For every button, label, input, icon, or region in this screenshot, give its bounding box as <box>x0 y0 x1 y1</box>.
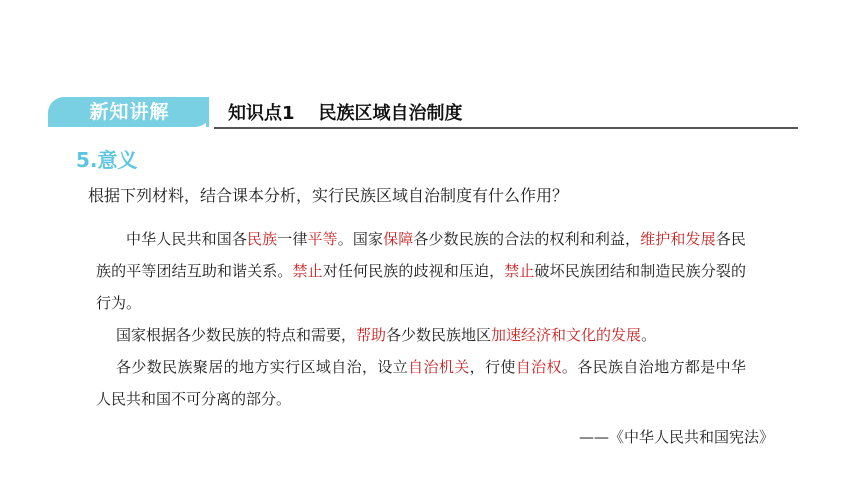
section-title: 5.意义 <box>76 148 138 172</box>
header-divider <box>214 127 798 129</box>
text-segment: 对任何民族的歧视和压迫， <box>322 262 505 280</box>
text-segment: 。国家 <box>337 230 384 248</box>
slide-header <box>0 0 860 140</box>
text-segment: 一律 <box>277 230 308 248</box>
topic-title: 民族区域自治制度 <box>318 103 463 124</box>
new-knowledge-tag: 新知讲解 <box>48 97 211 127</box>
highlighted-phrase: 民族 <box>246 230 278 248</box>
highlighted-phrase: 加速经济和文化的发展 <box>491 326 642 344</box>
highlighted-phrase: 禁止 <box>504 262 535 280</box>
source-citation: ——《中华人民共和国宪法》 <box>578 428 774 446</box>
highlighted-phrase: 维护和发展 <box>640 230 716 248</box>
highlighted-phrase: 自治机关 <box>408 358 470 376</box>
text-segment: ，行使 <box>469 358 516 376</box>
text-segment: 各少数民族地区 <box>386 326 492 344</box>
material-paragraph-3 <box>96 351 746 415</box>
text-segment: 中华人民共和国各 <box>126 230 247 248</box>
text-segment: 国家根据各少数民族的特点和需要， <box>116 326 357 344</box>
tag-accent-stripe <box>206 97 217 127</box>
text-segment: 破坏民族团结和制造民族分裂的行为。 <box>96 262 746 312</box>
highlighted-phrase: 平等 <box>307 230 338 248</box>
material-paragraph-2 <box>96 319 746 351</box>
text-segment: 。 <box>641 326 657 344</box>
material-paragraph-1 <box>96 223 746 319</box>
highlighted-phrase: 保障 <box>383 230 414 248</box>
highlighted-phrase: 禁止 <box>292 262 323 280</box>
text-segment: 各民族的平等团结互助和谐关系。 <box>96 230 746 280</box>
text-segment: 各少数民族的合法的权利和利益， <box>413 230 641 248</box>
knowledge-point-label: 知识点1 <box>228 103 295 124</box>
text-segment: 。各民族自治地方都是中华人民共和国不可分离的部分。 <box>96 358 746 408</box>
text-segment: 各少数民族聚居的地方实行区域自治，设立 <box>116 358 409 376</box>
highlighted-phrase: 自治权 <box>515 358 562 376</box>
knowledge-point-heading <box>228 99 463 125</box>
question-text: 根据下列材料，结合课本分析，实行民族区域自治制度有什么作用？ <box>88 186 569 205</box>
highlighted-phrase: 帮助 <box>356 326 387 344</box>
